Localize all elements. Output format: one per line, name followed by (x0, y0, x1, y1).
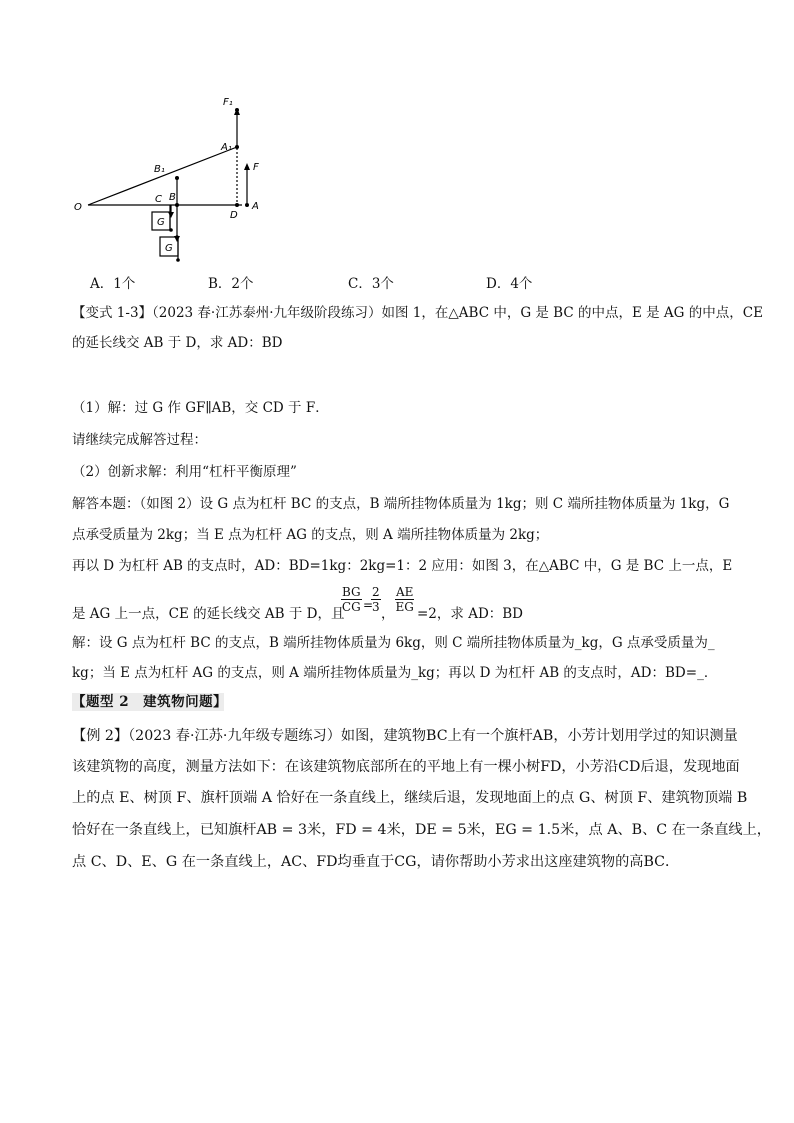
label-g-top: G (157, 217, 165, 228)
label-b1: B₁ (154, 164, 165, 175)
example-line-1: 【例 2】（2023 春·江苏·九年级专题练习）如图，建筑物BC上有一个旗杆AB，小芳计划用学过的知识测量 (72, 728, 738, 744)
example-line-4: 恰好在一条直线上，已知旗杆AB = 3米，FD = 4米，DE = 5米，EG = 1.5米，点 A、B、C 在一条直线上， (72, 822, 771, 838)
label-a: A (252, 201, 259, 212)
label-b: B (169, 192, 176, 203)
solve-line-4a: 是 AG 上一点，CE 的延长线交 AB 于 D，且 (72, 606, 345, 622)
option-c[interactable]: C．3个 (348, 276, 394, 292)
solution-line-1: 解：设 G 点为杠杆 BC 的支点，B 端所挂物体质量为 6kg，则 C 端所挂物体质量为_kg，G 点承受质量为_ (72, 635, 715, 651)
option-b[interactable]: B．2个 (208, 276, 254, 292)
example-line-3: 上的点 E、树顶 F、旗杆顶端 A 恰好在一条直线上，继续后退，发现地面上的点 G、树顶 F、建筑物顶端 B (72, 790, 748, 806)
example-line-2: 该建筑物的高度，测量方法如下：在该建筑物底部所在的平地上有一棵小树FD，小芳沿CD后退，发现地面 (72, 759, 740, 775)
fraction-comma: ， (381, 606, 395, 622)
label-o: O (74, 202, 82, 213)
solution-line-2: kg；当 E 点为杠杆 AG 的支点，则 A 端所挂物体质量为_kg；再以 D 为杠杆 AB 的支点时，AD：BD=_． (72, 665, 718, 681)
fraction-ae-eg: $\frac{AE}{EG}$ (395, 585, 414, 614)
label-c: C (155, 194, 162, 205)
fraction-bg-cg: $\frac{BG}{CG}$ (341, 585, 361, 614)
label-d: D (230, 210, 238, 221)
label-f1: F₁ (223, 97, 233, 108)
section-heading: 【题型 2 建筑物问题】 (72, 694, 228, 710)
label-a1: A₁ (221, 142, 232, 153)
solve-line-1: 解答本题：（如图 2）设 G 点为杠杆 BC 的支点，B 端所挂物体质量为 1kg；则 C 端所挂物体质量为 1kg，G (72, 496, 730, 512)
variant-line-1: 【变式 1-3】（2023 春·江苏泰州·九年级阶段练习）如图 1，在△ABC 中，G 是 BC 的中点，E 是 AG 的中点，CE (72, 305, 763, 321)
fraction-equals: = (363, 598, 374, 612)
fraction-two-thirds: $\frac{2}{3}$ (372, 585, 380, 614)
option-a[interactable]: A．1个 (90, 276, 136, 292)
example-line-5: 点 C、D、E、G 在一条直线上，AC、FD均垂直于CG，请你帮助小芳求出这座建筑物的高BC． (72, 854, 680, 870)
slant-line (88, 147, 237, 205)
solve-line-3: 再以 D 为杠杆 AB 的支点时，AD：BD=1kg：2kg=1：2 应用：如图 3，在△ABC 中，G 是 BC 上一点，E (72, 558, 733, 574)
lever-figure (60, 90, 270, 275)
variant-line-2: 的延长线交 AB 于 D，求 AD：BD (72, 335, 283, 351)
part2-text: （2）创新求解：利用“杠杆平衡原理” (72, 464, 297, 480)
part1-text: （1）解：过 G 作 GF∥AB，交 CD 于 F． (72, 400, 329, 416)
solve-line-4b: =2，求 AD：BD (417, 606, 524, 622)
continue-text: 请继续完成解答过程： (72, 432, 207, 448)
label-g-bottom: G (165, 243, 173, 254)
solve-line-2: 点承受质量为 2kg；当 E 点为杠杆 AG 的支点，则 A 端所挂物体质量为 2kg； (72, 527, 549, 543)
label-f: F (253, 162, 259, 173)
option-d[interactable]: D．4个 (486, 276, 533, 292)
